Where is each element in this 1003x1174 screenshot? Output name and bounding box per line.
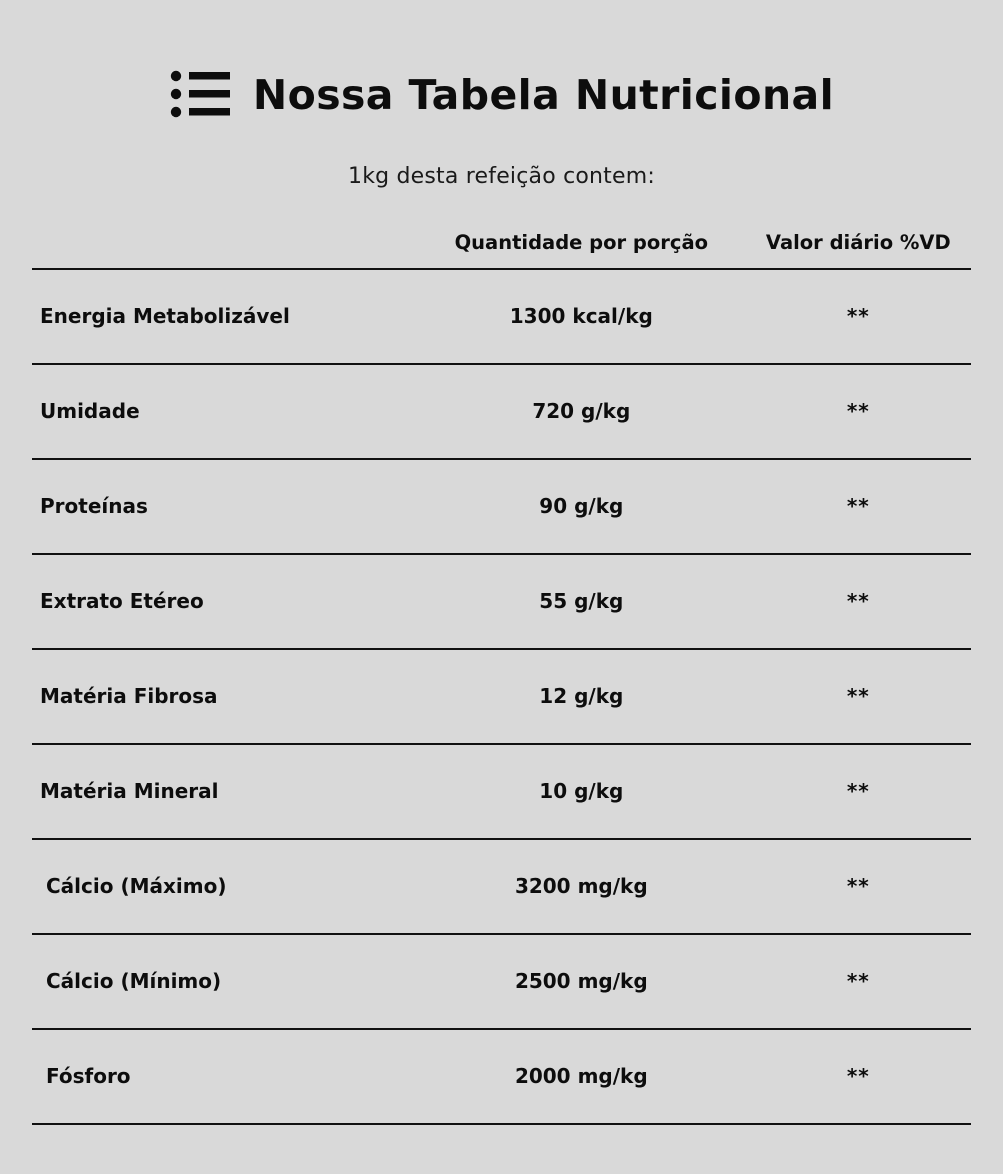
nutrient-name: Umidade <box>40 399 140 424</box>
nutrient-quantity: 10 g/kg <box>539 779 624 804</box>
table-row <box>32 649 971 744</box>
nutrient-quantity: 90 g/kg <box>539 494 624 519</box>
nutrient-quantity: 3200 mg/kg <box>514 874 648 899</box>
nutrient-daily-value: ** <box>846 304 870 329</box>
column-header-daily-value: Valor diário %VD <box>765 230 951 254</box>
nutrient-quantity: 2500 mg/kg <box>514 969 648 994</box>
nutrient-daily-value: ** <box>846 684 870 709</box>
table-row <box>32 364 971 459</box>
nutrition-table <box>32 231 971 1125</box>
table-row <box>32 459 971 554</box>
page-title: Nossa Tabela Nutricional <box>252 71 835 120</box>
table-row <box>32 554 971 649</box>
column-header-quantity: Quantidade por porção <box>454 230 709 254</box>
nutrient-daily-value: ** <box>846 779 870 804</box>
header <box>32 0 971 144</box>
nutrient-name: Matéria Fibrosa <box>40 684 218 709</box>
nutrient-name: Extrato Etéreo <box>40 589 204 614</box>
nutrient-quantity: 2000 mg/kg <box>514 1064 648 1089</box>
list-icon <box>169 68 231 124</box>
nutrient-daily-value: ** <box>846 399 870 424</box>
nutrient-quantity: 12 g/kg <box>539 684 624 709</box>
table-row <box>32 269 971 364</box>
table-body <box>32 269 971 1124</box>
nutrient-name: Matéria Mineral <box>40 779 219 804</box>
nutrient-name: Cálcio (Mínimo) <box>46 969 222 994</box>
nutrient-quantity: 55 g/kg <box>539 589 624 614</box>
nutrient-name: Proteínas <box>40 494 148 519</box>
nutrient-daily-value: ** <box>846 589 870 614</box>
page-subtitle: 1kg desta refeição contem: <box>348 163 655 189</box>
table-row <box>32 744 971 839</box>
nutrient-name: Energia Metabolizável <box>40 304 290 329</box>
nutrient-daily-value: ** <box>846 874 870 899</box>
nutrient-daily-value: ** <box>846 1064 870 1089</box>
nutrient-quantity: 720 g/kg <box>532 399 631 424</box>
table-row <box>32 1029 971 1124</box>
nutrient-daily-value: ** <box>846 969 870 994</box>
column-header-name <box>32 231 417 269</box>
table-header <box>32 231 971 269</box>
nutrient-daily-value: ** <box>846 494 870 519</box>
nutrient-name: Cálcio (Máximo) <box>46 874 227 899</box>
nutrient-quantity: 1300 kcal/kg <box>509 304 653 329</box>
table-row <box>32 839 971 934</box>
table-header-row <box>32 231 971 269</box>
table-row <box>32 934 971 1029</box>
nutrient-name: Fósforo <box>46 1064 131 1089</box>
